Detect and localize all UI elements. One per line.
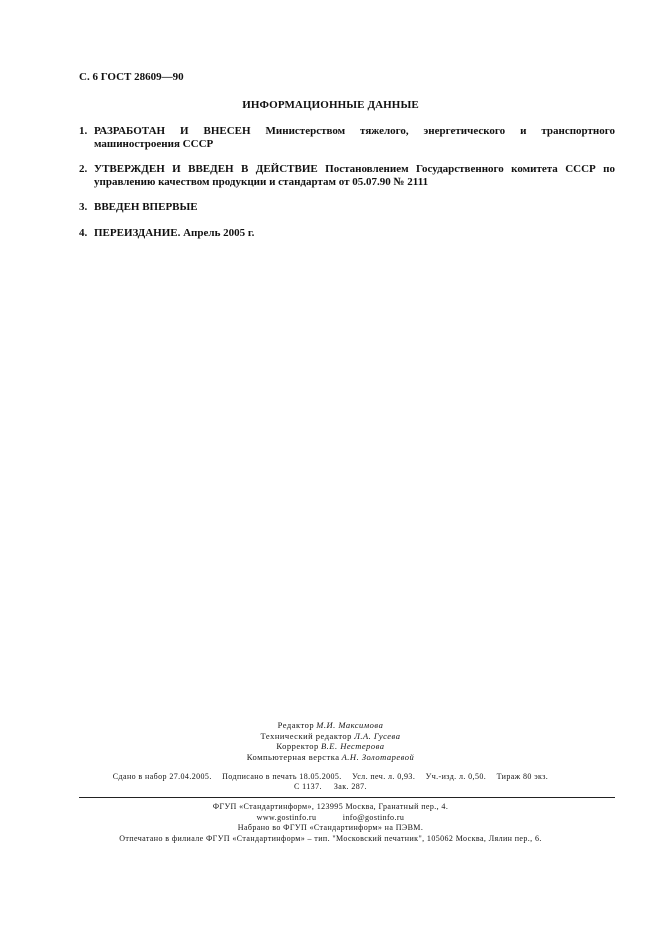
info-item-developed <box>79 125 615 150</box>
imprint-submitted: Сдано в набор 27.04.2005. <box>112 772 212 781</box>
credit-person: В.Е. Нестерова <box>320 741 385 751</box>
credit-proofreader <box>0 741 661 752</box>
item-number: 4. <box>79 226 88 239</box>
credit-role: Редактор <box>277 720 315 730</box>
imprint-row <box>0 772 661 782</box>
imprint-pub-sheets: Уч.-изд. л. 0,50. <box>425 772 487 781</box>
publisher-contacts <box>0 813 661 824</box>
item-heading: УТВЕРЖДЕН И ВВЕДЕН В ДЕЙСТВИЕ <box>94 163 318 175</box>
publisher-address: ФГУП «Стандартинформ», 123995 Москва, Гранатный пер., 4. <box>212 802 449 811</box>
publisher-typeset: Набрано во ФГУП «Стандартинформ» на ПЭВМ. <box>237 823 424 832</box>
credit-person: М.И. Максимова <box>316 720 384 730</box>
info-item-reissue <box>79 227 615 240</box>
publisher-email: info@gostinfo.ru <box>342 812 405 822</box>
item-body: Апрель 2005 г. <box>180 226 255 239</box>
info-item-first-introduced <box>79 201 615 214</box>
imprint-order: Зак. 287. <box>333 782 367 791</box>
imprint-order-code: С 1137. <box>294 782 322 791</box>
item-heading: ВВЕДЕН ВПЕРВЫЕ <box>94 201 198 213</box>
page-header: С. 6 ГОСТ 28609—90 <box>79 71 184 83</box>
footer-divider <box>79 797 615 798</box>
item-text <box>94 163 615 188</box>
publisher-website: www.gostinfo.ru <box>256 812 317 822</box>
imprint-signed: Подписано в печать 18.05.2005. <box>222 772 342 781</box>
item-text <box>94 201 615 214</box>
publisher-printed: Отпечатано в филиале ФГУП «Стандартинформ» – тип. "Московский печатник", 105062 Москва, Лялин пер., 6. <box>119 833 542 843</box>
imprint-sheets: Усл. печ. л. 0,93. <box>352 772 416 781</box>
item-body: Министерством тяжелого, энергетического и транспортного машиностроения СССР <box>94 125 615 150</box>
credit-role: Технический редактор <box>260 730 352 741</box>
credit-person: А.Н. Золотаревой <box>341 751 415 762</box>
publisher-info <box>0 802 661 844</box>
item-heading: РАЗРАБОТАН И ВНЕСЕН <box>94 125 251 137</box>
info-item-approved <box>79 163 615 188</box>
item-number: 3. <box>79 201 88 213</box>
credit-person: Л.А. Гусева <box>354 730 401 741</box>
credit-role: Корректор <box>276 741 319 751</box>
information-data-list <box>79 125 615 252</box>
item-number: 2. <box>79 163 88 175</box>
item-text <box>94 125 615 150</box>
editorial-credits <box>0 720 661 762</box>
credit-role: Компьютерная верстка <box>246 751 340 762</box>
item-number: 1. <box>79 125 88 137</box>
section-title: ИНФОРМАЦИОННЫЕ ДАННЫЕ <box>242 99 419 111</box>
item-heading: ПЕРЕИЗДАНИЕ. <box>94 226 181 239</box>
item-body: Постановлением Государственного комитета СССР по управлению качеством продукции и стандартам от 05.07.90 № 2111 <box>94 163 616 188</box>
credit-editor <box>0 720 661 731</box>
imprint-run: Тираж 80 экз. <box>496 772 549 781</box>
imprint-details <box>0 772 661 792</box>
imprint-order-row <box>0 782 661 792</box>
credit-technical-editor <box>0 731 661 742</box>
item-text <box>94 227 615 240</box>
credit-layout <box>0 752 661 763</box>
